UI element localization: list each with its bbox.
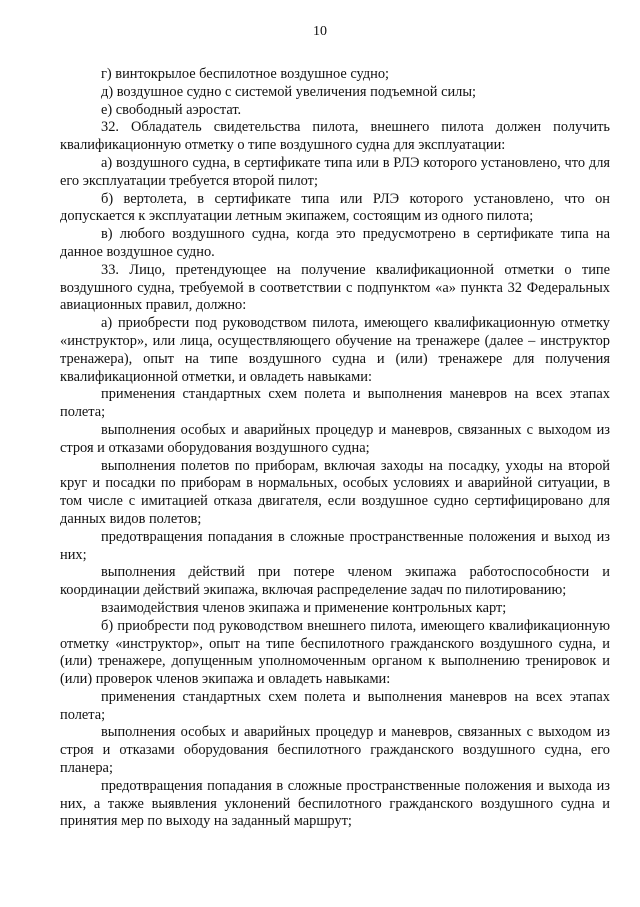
paragraph: применения стандартных схем полета и выполнения маневров на всех этапах полета; [60,688,610,723]
paragraph: взаимодействия членов экипажа и применение контрольных карт; [101,599,507,616]
paragraph: предотвращения попадания в сложные пространственные положения и выхода из них, а также выявления уклонений беспилотного гражданского воздушного судна и принятия мер по выходу на заданный маршрут; [60,777,610,830]
paragraph: б) приобрести под руководством внешнего пилота, имеющего квалификационную отметку «инструктор», опыт на типе беспилотного гражданского воздушного судна, и (или) тренажере, допущенным уполномоченным органом к выполнению тренировок и (или) проверок членов экипажа и овладеть навыками: [60,617,610,688]
paragraph: применения стандартных схем полета и выполнения маневров на всех этапах полета; [60,386,610,421]
paragraph: выполнения полетов по приборам, включая заходы на посадку, уходы на второй круг и посадки по приборам в нормальных, особых условиях и аварийной ситуации, в том числе с имитацией отказа двигателя, если воздушное судно сертифицировано для данных видов полетов; [60,457,610,527]
paragraph: предотвращения попадания в сложные пространственные положения и выход из них; [60,528,610,563]
paragraph: а) приобрести под руководством пилота, имеющего квалификационную отметку «инструктор», или лица, осуществляющего обучение на тренажере (далее – инструктор тренажера), опыт на типе воздушного судна и (или) тренажере для получения квалификационной отметки, и овладеть навыками: [60,315,610,385]
paragraph: 32. Обладатель свидетельства пилота, внешнего пилота должен получить квалификационную отметку о типе воздушного судна для эксплуатации: [60,119,610,154]
page-number: 10 [313,24,327,39]
paragraph: в) любого воздушного судна, когда это предусмотрено в сертификате типа на данное воздушное судно. [60,226,610,260]
paragraph: выполнения действий при потере членом экипажа работоспособности и координации действий экипажа, включая распределение задач по пилотированию; [60,564,610,599]
paragraph: е) свободный аэростат. [101,101,242,118]
paragraph: а) воздушного судна, в сертификате типа или в РЛЭ которого установлено, что для его эксплуатации требуется второй пилот; [60,154,610,189]
paragraph: выполнения особых и аварийных процедур и маневров, связанных с выходом из строя и отказами оборудования воздушного судна; [60,421,610,456]
document-body [60,66,610,831]
paragraph: 33. Лицо, претендующее на получение квалификационной отметки о типе воздушного судна, требуемой в соответствии с подпунктом «а» пункта 32 Федеральных авиационных правил, должно: [60,261,610,314]
paragraph: г) винтокрылое беспилотное воздушное судно; [101,66,390,82]
paragraph: б) вертолета, в сертификате типа или РЛЭ которого установлено, что он допускается к эксплуатации летным экипажем, состоящим из одного пилота; [60,190,610,225]
paragraph: выполнения особых и аварийных процедур и маневров, связанных с выходом из строя и отказами оборудования беспилотного гражданского воздушного судна, его планера; [60,724,610,777]
paragraph: д) воздушное судно с системой увеличения подъемной силы; [101,83,477,100]
